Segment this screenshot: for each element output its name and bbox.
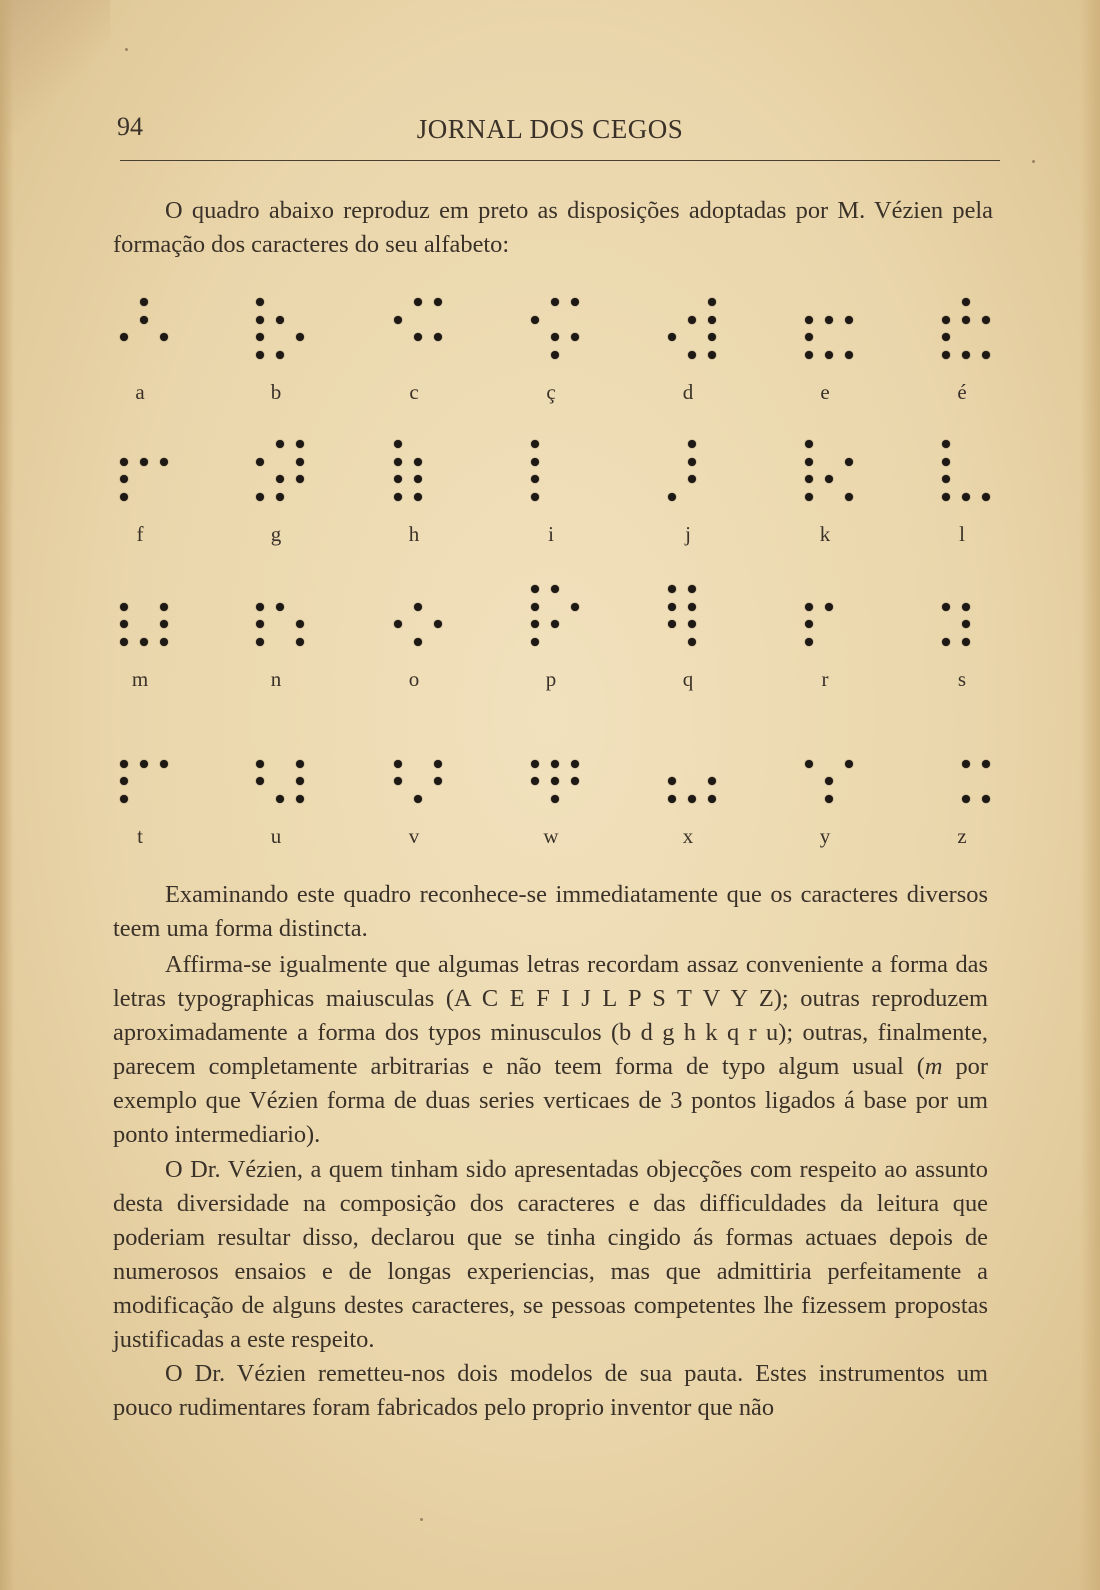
braille-cell-19 xyxy=(805,585,865,695)
braille-cell-15 xyxy=(256,585,316,695)
braille-letter-label: q xyxy=(682,667,694,691)
braille-dot xyxy=(531,458,539,466)
braille-dot xyxy=(825,795,833,803)
braille-dot xyxy=(942,351,950,359)
braille-letter-label: e xyxy=(820,380,830,404)
braille-cell-8 xyxy=(256,440,316,550)
intro-paragraph: O quadro abaixo reproduz em preto as disposições adoptadas por M. Vézien pela formação dos caracteres do seu alfabeto: xyxy=(113,197,993,258)
braille-dot xyxy=(531,777,539,785)
braille-dot xyxy=(571,777,579,785)
braille-dot xyxy=(962,795,970,803)
braille-dot xyxy=(414,333,422,341)
braille-dot xyxy=(256,603,264,611)
braille-dot xyxy=(394,620,402,628)
braille-dot xyxy=(276,440,284,448)
braille-letter-label: k xyxy=(819,522,831,546)
braille-dot xyxy=(160,620,168,628)
braille-dot xyxy=(551,351,559,359)
paragraph-2: Affirma-se igualmente que algumas letras recordam assaz conveniente a forma das letras typographicas maiusculas (A C E F I J L P S T V Y Z); outras reproduzem aproximadamente a forma dos typos minusculos (b d g h k q r u); outras, finalmente, parecem completamente arbitrarias e não teem forma de typo algum usual (m por exemplo que Vézien forma de duas series verticaes de 3 pontos ligados á base por um ponto intermediario). xyxy=(113,951,988,1148)
braille-dot xyxy=(805,440,813,448)
braille-dot xyxy=(688,316,696,324)
braille-dot xyxy=(256,351,264,359)
braille-cell-7 xyxy=(120,440,180,550)
braille-dot xyxy=(256,493,264,501)
braille-cell-5 xyxy=(805,298,865,408)
braille-dot xyxy=(256,333,264,341)
braille-dot xyxy=(962,316,970,324)
braille-dot xyxy=(276,351,284,359)
braille-dot xyxy=(434,777,442,785)
braille-cell-9 xyxy=(394,440,454,550)
braille-dot xyxy=(551,333,559,341)
braille-dot xyxy=(708,298,716,306)
braille-dot xyxy=(531,620,539,628)
braille-dot xyxy=(825,475,833,483)
braille-dot xyxy=(256,638,264,646)
braille-dot xyxy=(434,620,442,628)
braille-dot xyxy=(414,638,422,646)
braille-dot xyxy=(962,760,970,768)
braille-dot xyxy=(394,777,402,785)
braille-dot xyxy=(962,351,970,359)
italic-letter-m: m xyxy=(924,1053,943,1080)
braille-cell-20 xyxy=(942,585,1002,695)
braille-dot xyxy=(688,603,696,611)
braille-dot xyxy=(805,603,813,611)
braille-dot xyxy=(394,458,402,466)
braille-dot xyxy=(531,585,539,593)
braille-dot xyxy=(120,777,128,785)
braille-letter-label: v xyxy=(408,824,420,848)
braille-dot xyxy=(668,585,676,593)
braille-dot xyxy=(160,760,168,768)
braille-dot xyxy=(805,351,813,359)
braille-dot xyxy=(296,795,304,803)
braille-dot xyxy=(551,585,559,593)
braille-dot xyxy=(120,475,128,483)
braille-dot xyxy=(571,760,579,768)
braille-dot xyxy=(571,298,579,306)
braille-dot xyxy=(688,440,696,448)
braille-cell-17 xyxy=(531,585,591,695)
braille-dot xyxy=(256,458,264,466)
braille-dot xyxy=(942,475,950,483)
braille-dot xyxy=(805,638,813,646)
braille-letter-label: b xyxy=(270,380,282,404)
braille-cell-11 xyxy=(668,440,728,550)
braille-dot xyxy=(982,795,990,803)
braille-dot xyxy=(276,603,284,611)
braille-dot xyxy=(805,475,813,483)
braille-dot xyxy=(414,475,422,483)
braille-letter-label: a xyxy=(135,380,145,404)
braille-dot xyxy=(276,493,284,501)
braille-dot xyxy=(688,585,696,593)
braille-cell-25 xyxy=(668,742,728,852)
braille-dot xyxy=(414,458,422,466)
braille-dot xyxy=(942,603,950,611)
braille-letter-label: é xyxy=(957,380,967,404)
braille-letter-label: t xyxy=(137,824,143,848)
braille-cell-12 xyxy=(805,440,865,550)
braille-dot xyxy=(571,333,579,341)
braille-dot xyxy=(394,440,402,448)
braille-dot xyxy=(571,603,579,611)
paper-speck xyxy=(1032,160,1035,163)
braille-dot xyxy=(160,458,168,466)
braille-dot xyxy=(120,603,128,611)
braille-dot xyxy=(825,603,833,611)
braille-dot xyxy=(805,760,813,768)
braille-cell-26 xyxy=(805,742,865,852)
braille-dot xyxy=(942,333,950,341)
braille-cell-1 xyxy=(256,298,316,408)
braille-dot xyxy=(160,638,168,646)
braille-dot xyxy=(962,603,970,611)
braille-letter-label: m xyxy=(131,667,149,691)
paper-speck xyxy=(125,48,128,51)
braille-dot xyxy=(296,760,304,768)
braille-dot xyxy=(708,777,716,785)
braille-letter-label: ç xyxy=(546,380,556,404)
braille-cell-6 xyxy=(942,298,1002,408)
braille-cell-2 xyxy=(394,298,454,408)
braille-dot xyxy=(140,316,148,324)
braille-dot xyxy=(845,760,853,768)
braille-letter-label: w xyxy=(543,824,559,848)
braille-dot xyxy=(120,333,128,341)
braille-dot xyxy=(708,333,716,341)
paragraph-3: O Dr. Vézien, a quem tinham sido apresentadas objecções com respeito ao assunto desta diversidade na composição dos caracteres e das difficuldades da leitura que poderiam resultar disso, declarou que se tinha cingido ás formas actuaes depois de numerosos ensaios e de longas experiencias, mas que admittiria perfeitamente a modificação de alguns destes caracteres, se pessoas competentes lhe fizessem propostas justificadas a este respeito. xyxy=(113,1156,988,1353)
braille-cell-18 xyxy=(668,585,728,695)
braille-letter-label: p xyxy=(545,667,557,691)
braille-dot xyxy=(434,333,442,341)
braille-dot xyxy=(805,620,813,628)
braille-dot xyxy=(845,316,853,324)
braille-dot xyxy=(296,475,304,483)
braille-dot xyxy=(551,298,559,306)
paragraph-4: O Dr. Vézien remetteu-nos dois modelos de sua pauta. Estes instrumentos um pouco rudimentares foram fabricados pelo proprio inventor que não xyxy=(113,1360,988,1421)
braille-dot xyxy=(296,777,304,785)
braille-letter-label: f xyxy=(136,522,144,546)
braille-dot xyxy=(805,316,813,324)
braille-cell-0 xyxy=(120,298,180,408)
braille-dot xyxy=(276,475,284,483)
braille-dot xyxy=(825,316,833,324)
braille-dot xyxy=(256,316,264,324)
braille-letter-label: r xyxy=(821,667,829,691)
braille-dot xyxy=(668,777,676,785)
braille-dot xyxy=(256,298,264,306)
braille-cell-13 xyxy=(942,440,1002,550)
braille-dot xyxy=(531,760,539,768)
braille-dot xyxy=(962,620,970,628)
braille-dot xyxy=(668,493,676,501)
braille-dot xyxy=(962,638,970,646)
braille-letter-label: d xyxy=(682,380,694,404)
braille-dot xyxy=(688,638,696,646)
braille-cell-27 xyxy=(942,742,1002,852)
braille-letter-label: y xyxy=(819,824,831,848)
braille-dot xyxy=(825,351,833,359)
braille-dot xyxy=(296,638,304,646)
braille-dot xyxy=(120,620,128,628)
braille-dot xyxy=(296,333,304,341)
braille-dot xyxy=(688,795,696,803)
braille-dot xyxy=(414,603,422,611)
paragraph-1: Examinando este quadro reconhece-se immediatamente que os caracteres diversos teem uma forma distincta. xyxy=(113,881,988,942)
braille-dot xyxy=(140,638,148,646)
braille-dot xyxy=(551,620,559,628)
braille-dot xyxy=(394,493,402,501)
braille-dot xyxy=(120,638,128,646)
braille-dot xyxy=(160,603,168,611)
braille-cell-24 xyxy=(531,742,591,852)
braille-cell-10 xyxy=(531,440,591,550)
braille-dot xyxy=(962,298,970,306)
braille-cell-4 xyxy=(668,298,728,408)
braille-dot xyxy=(551,777,559,785)
braille-dot xyxy=(531,440,539,448)
braille-dot xyxy=(120,458,128,466)
braille-letter-label: n xyxy=(270,667,282,691)
braille-dot xyxy=(825,777,833,785)
braille-dot xyxy=(551,760,559,768)
braille-cell-23 xyxy=(394,742,454,852)
braille-cell-14 xyxy=(120,585,180,695)
braille-dot xyxy=(805,458,813,466)
braille-dot xyxy=(845,458,853,466)
braille-letter-label: j xyxy=(685,522,691,546)
braille-dot xyxy=(688,351,696,359)
braille-dot xyxy=(551,795,559,803)
braille-dot xyxy=(531,475,539,483)
braille-dot xyxy=(414,493,422,501)
braille-dot xyxy=(942,638,950,646)
braille-letter-label: g xyxy=(270,522,282,546)
braille-dot xyxy=(708,351,716,359)
braille-dot xyxy=(668,603,676,611)
braille-cell-22 xyxy=(256,742,316,852)
braille-dot xyxy=(256,760,264,768)
braille-dot xyxy=(688,620,696,628)
braille-dot xyxy=(668,333,676,341)
braille-dot xyxy=(434,298,442,306)
braille-dot xyxy=(140,298,148,306)
braille-dot xyxy=(942,440,950,448)
braille-dot xyxy=(982,316,990,324)
braille-letter-label: c xyxy=(409,380,419,404)
braille-dot xyxy=(256,777,264,785)
braille-dot xyxy=(805,493,813,501)
braille-dot xyxy=(531,638,539,646)
braille-letter-label: i xyxy=(548,522,554,546)
braille-dot xyxy=(845,351,853,359)
braille-dot xyxy=(120,760,128,768)
braille-dot xyxy=(140,760,148,768)
braille-dot xyxy=(276,795,284,803)
braille-dot xyxy=(120,493,128,501)
braille-dot xyxy=(942,493,950,501)
braille-dot xyxy=(982,760,990,768)
page-number: 94 xyxy=(117,112,143,141)
braille-dot xyxy=(434,760,442,768)
braille-dot xyxy=(296,620,304,628)
braille-letter-label: x xyxy=(682,824,694,848)
braille-dot xyxy=(942,316,950,324)
braille-letter-label: h xyxy=(408,522,420,546)
braille-dot xyxy=(942,458,950,466)
braille-dot xyxy=(708,795,716,803)
braille-dot xyxy=(531,493,539,501)
braille-dot xyxy=(805,333,813,341)
braille-dot xyxy=(120,795,128,803)
braille-dot xyxy=(296,440,304,448)
braille-dot xyxy=(414,795,422,803)
braille-cell-16 xyxy=(394,585,454,695)
braille-cell-21 xyxy=(120,742,180,852)
braille-dot xyxy=(962,493,970,501)
braille-dot xyxy=(394,316,402,324)
braille-dot xyxy=(688,475,696,483)
braille-dot xyxy=(668,795,676,803)
braille-letter-label: o xyxy=(408,667,420,691)
braille-dot xyxy=(845,493,853,501)
braille-dot xyxy=(276,316,284,324)
braille-letter-label: u xyxy=(270,824,282,848)
braille-dot xyxy=(296,458,304,466)
braille-dot xyxy=(708,316,716,324)
braille-dot xyxy=(394,760,402,768)
braille-dot xyxy=(531,603,539,611)
braille-dot xyxy=(256,620,264,628)
braille-dot xyxy=(140,458,148,466)
braille-dot xyxy=(688,458,696,466)
braille-dot xyxy=(668,620,676,628)
braille-letter-label: z xyxy=(957,824,967,848)
braille-letter-label: l xyxy=(959,522,965,546)
braille-letter-label: s xyxy=(957,667,967,691)
braille-dot xyxy=(982,493,990,501)
braille-cell-3 xyxy=(531,298,591,408)
braille-dot xyxy=(414,298,422,306)
braille-dot xyxy=(394,475,402,483)
braille-dot xyxy=(160,333,168,341)
braille-dot xyxy=(531,316,539,324)
running-head: JORNAL DOS CEGOS xyxy=(416,114,684,144)
braille-dot xyxy=(982,351,990,359)
paper-speck xyxy=(420,1518,423,1521)
